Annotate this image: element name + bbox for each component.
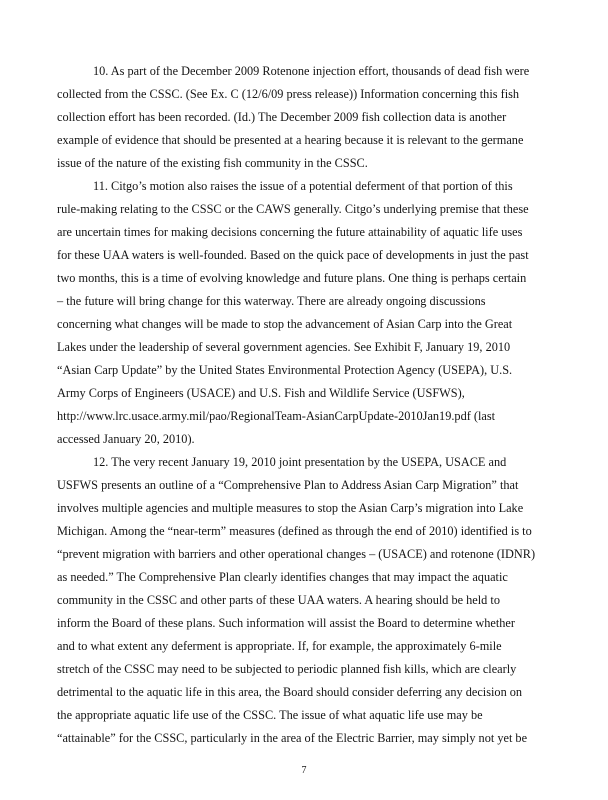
paragraph-10-line-4: example of evidence that should be presented at a hearing because it is relevant to the germane [57, 133, 524, 147]
paragraph-12-line-2: USFWS presents an outline of a “Comprehensive Plan to Address Asian Carp Migration” that [57, 478, 519, 492]
paragraph-12-line-4: Michigan. Among the “near-term” measures (defined as through the end of 2010) identified is to [57, 524, 532, 538]
paragraph-12-line-10: stretch of the CSSC may need to be subjected to periodic planned fish kills, which are clearly [57, 662, 517, 676]
paragraph-11-line-8: Lakes under the leadership of several government agencies. See Exhibit F, January 19, 2010 [57, 340, 511, 354]
paragraph-12-line-1: 12. The very recent January 19, 2010 joint presentation by the USEPA, USACE and [93, 455, 507, 469]
paragraph-12-line-7: community in the CSSC and other parts of these UAA waters. A hearing should be held to [57, 593, 500, 607]
paragraph-12-line-6: as needed.” The Comprehensive Plan clearly identifies changes that may impact the aquatic [57, 570, 508, 584]
paragraph-12-line-5: “prevent migration with barriers and other operational changes – (USACE) and rotenone (IDNR) [57, 547, 536, 561]
paragraph-11-line-10: Army Corps of Engineers (USACE) and U.S. Fish and Wildlife Service (USFWS), [57, 386, 465, 400]
paragraph-11-line-7: concerning what changes will be made to stop the advancement of Asian Carp into the Great [57, 317, 513, 331]
paragraph-11-line-11: http://www.lrc.usace.army.mil/pao/RegionalTeam-AsianCarpUpdate-2010Jan19.pdf (last [57, 409, 496, 423]
paragraph-12-line-3: involves multiple agencies and multiple measures to stop the Asian Carp’s migration into Lake [57, 501, 524, 515]
paragraph-12-line-13: “attainable” for the CSSC, particularly in the area of the Electric Barrier, may simply not yet be [57, 731, 528, 745]
paragraph-11-line-2: rule-making relating to the CSSC or the CAWS generally. Citgo’s underlying premise that these [57, 202, 529, 216]
paragraph-12-line-8: inform the Board of these plans. Such information will assist the Board to determine whether [57, 616, 515, 630]
paragraph-11-line-3: are uncertain times for making decisions concerning the future attainability of aquatic life uses [57, 225, 523, 239]
paragraph-10-line-5: issue of the nature of the existing fish community in the CSSC. [57, 156, 368, 170]
paragraph-11-line-5: two months, this is a time of evolving knowledge and future plans. One thing is perhaps certain [57, 271, 527, 285]
paragraph-10-line-1: 10. As part of the December 2009 Rotenone injection effort, thousands of dead fish were [93, 64, 530, 78]
paragraph-11-line-4: for these UAA waters is well-founded. Based on the quick pace of developments in just the past [57, 248, 529, 262]
paragraph-11-line-1: 11. Citgo’s motion also raises the issue of a potential deferment of that portion of this [93, 179, 513, 193]
paragraph-10-line-2: collected from the CSSC. (See Ex. C (12/6/09 press release)) Information concerning this fish [57, 87, 520, 101]
page-number: 7 [301, 765, 307, 776]
paragraph-12-line-9: and to what extent any deferment is appropriate. If, for example, the approximately 6-mile [57, 639, 502, 653]
paragraph-12-line-12: the appropriate aquatic life use of the CSSC. The issue of what aquatic life use may be [57, 708, 483, 722]
paragraph-12-line-11: detrimental to the aquatic life in this area, the Board should consider deferring any decision on [57, 685, 523, 699]
paragraph-10-line-3: collection effort has been recorded. (Id.) The December 2009 fish collection data is another [57, 110, 507, 124]
paragraph-11-line-6: – the future will bring change for this waterway. There are already ongoing discussions [57, 294, 486, 308]
paragraph-11-line-12: accessed January 20, 2010). [57, 432, 195, 446]
paragraph-11-line-9: “Asian Carp Update” by the United States Environmental Protection Agency (USEPA), U.S. [57, 363, 513, 377]
